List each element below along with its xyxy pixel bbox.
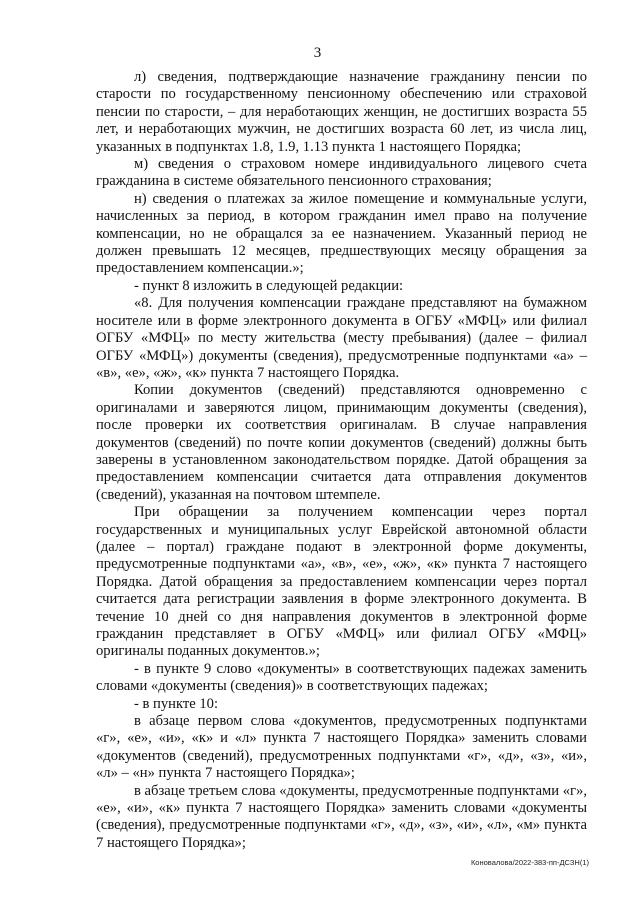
paragraph-subitem-n: н) сведения о платежах за жилое помещение и коммунальные услуги, начисленных за период, в котором гражданин имел право на получение компенсации, но не обращался за ее назначением. Указанный период не должен превышать 12 месяцев, предшествующих месяцу обращения за предоставлением компенсации.»; (96, 190, 587, 277)
paragraph-copies-of-documents: Копии документов (сведений) представляются одновременно с оригиналами и заверяются лицом, принимающим документы (сведения), после проверки их соответствия оригиналам. В случае направления документов (сведений) по почте копии документов (сведений) должны быть заверены в установленном законодательством порядке. Датой обращения за предоставлением компенсации считается дата отправления документов (сведений), указанная на почтовом штемпеле. (96, 382, 587, 503)
document-body (96, 69, 587, 852)
page-number: 3 (313, 45, 322, 61)
document-code-footer: Коновалова/2022-383-пп-ДСЗН(1) (470, 858, 589, 867)
paragraph-subitem-m: м) сведения о страховом номере индивидуального лицевого счета гражданина в системе обязательного пенсионного страхования; (96, 156, 587, 190)
paragraph-point-8-text: «8. Для получения компенсации граждане представляют на бумажном носителе или в форме электронного документа в ОГБУ «МФЦ» или филиал ОГБУ «МФЦ» по месту жительства (месту пребывания) (далее – филиал ОГБУ «МФЦ») документы (сведения), предусмотренные подпунктами «а» – «в», «е», «ж», «к» пункта 7 настоящего Порядка. (96, 295, 587, 381)
paragraph-point-10-third-abzac: в абзаце третьем слова «документы, предусмотренные подпунктами «г», «е», «и», «к» пункта 7 настоящего Порядка» заменить словами «документы (сведения), предусмотренные подпунктами «г», «д», «з», «и», «л», «м» пункта 7 настоящего Порядка»; (96, 782, 587, 851)
paragraph-point-8-intro: - пункт 8 изложить в следующей редакции: (134, 277, 404, 294)
paragraph-point-10-first-abzac: в абзаце первом слова «документов, предусмотренных подпунктами «г», «е», «и», «к» и «л» пункта 7 настоящего Порядка» заменить словами «документов (сведений), предусмотренных подпунктами «г», «д», «з», «и», «л» – «н» пункта 7 настоящего Порядка»; (96, 713, 587, 782)
paragraph-point-9: - в пункте 9 слово «документы» в соответствующих падежах заменить словами «документы (сведения)» в соответствующих падежах; (96, 660, 587, 695)
paragraph-point-10-intro: - в пункте 10: (134, 695, 219, 712)
paragraph-subitem-l: л) сведения, подтверждающие назначение гражданину пенсии по старости по государственному пенсионному обеспечению или страховой пенсии по старости, – для неработающих женщин, не достигших возраста 55 лет, и неработающих мужчин, не достигших возраста 60 лет, из числа лиц, указанных в подпунктах 1.8, 1.9, 1.13 пункта 1 настоящего Порядка; (96, 69, 587, 155)
paragraph-portal-submission: При обращении за получением компенсации через портал государственных и муниципальных услуг Еврейской автономной области (далее – портал) граждане подают в электронной форме документы, предусмотренные подпунктами «а», «в», «е», «ж», «к» пункта 7 настоящего Порядка. Датой обращения за предоставлением компенсации через портал считается дата регистрации заявления в форме электронного документа. В течение 10 дней со дня направления документов в электронной форме гражданин представляет в ОГБУ «МФЦ» или филиал ОГБУ «МФЦ» оригиналы поданных документов.»; (96, 504, 587, 660)
